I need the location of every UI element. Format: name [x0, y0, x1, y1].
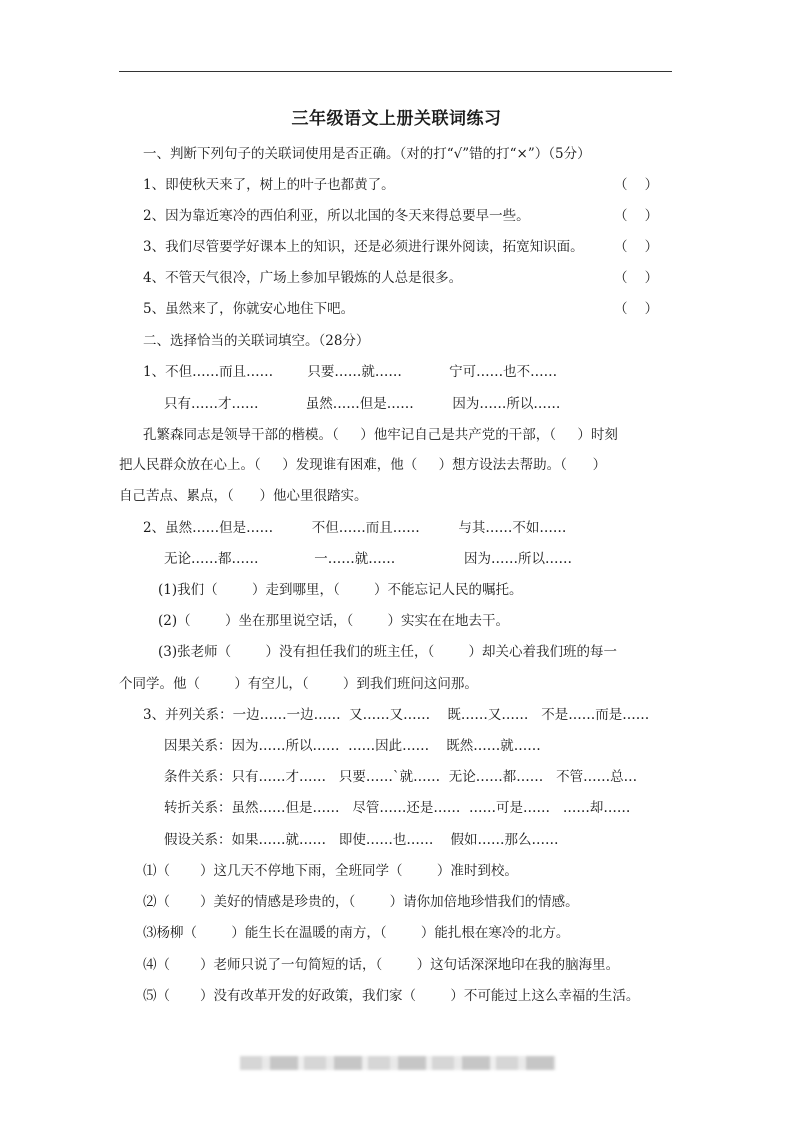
page-title: 三年级语文上册关联词练习 [291, 109, 502, 129]
part1-answer-1: （ ） [614, 177, 659, 193]
q3-sentence-1: ⑴（ ）这几天不停地下雨，全班同学（ ）准时到校。 [143, 863, 518, 879]
q3-relation-hypothesis: 假设关系：如果……就…… 即使……也…… 假如……那么…… [164, 832, 559, 848]
footer-watermark-blurred [240, 1056, 556, 1070]
header-rule [119, 71, 672, 72]
q3-sentence-2: ⑵（ ）美好的情感是珍贵的，（ ）请你加倍地珍惜我们的情感。 [143, 894, 579, 910]
part1-item-5: 5、虽然来了，你就安心地住下吧。 [143, 301, 355, 317]
q2-sentence-2: (2)（ ）坐在那里说空话，（ ）实实在在地去干。 [158, 613, 510, 629]
part1-answer-5: （ ） [614, 301, 659, 317]
q2-options-row2: 无论……都…… 一……就…… 因为……所以…… [164, 551, 572, 567]
part1-answer-2: （ ） [614, 208, 659, 224]
part2-heading: 二、选择恰当的关联词填空。（28分） [143, 333, 370, 349]
part1-item-3: 3、我们尽管要学好课本上的知识，还是必须进行课外阅读，拓宽知识面。 [143, 239, 584, 255]
q2-options-row1: 2、虽然……但是…… 不但……而且…… 与其……不如…… [143, 520, 567, 536]
q2-sentence-1: (1)我们（ ）走到哪里，（ ）不能忘记人民的嘱托。 [158, 582, 523, 598]
q1-options-row1: 1、不但……而且…… 只要……就…… 宁可……也不…… [143, 364, 558, 380]
part1-item-4: 4、不管天气很冷，广场上参加早锻炼的人总是很多。 [143, 270, 463, 286]
part1-answer-4: （ ） [614, 270, 659, 286]
q3-relation-contrast: 转折关系：虽然……但是…… 尽管……还是…… ……可是…… ……却…… [164, 800, 631, 816]
part1-item-1: 1、即使秋天来了，树上的叶子也都黄了。 [143, 177, 395, 193]
q3-sentence-5: ⑸（ ）没有改革开发的好政策，我们家（ ）不可能过上这么幸福的生活。 [143, 988, 640, 1004]
q3-sentence-3: ⑶杨柳（ ）能生长在温暖的南方，（ ）能扎根在寒冷的北方。 [143, 925, 570, 941]
q2-sentence-3a: (3)张老师（ ）没有担任我们的班主任，（ ）却关心着我们班的每一 [158, 644, 618, 660]
q3-relation-parallel: 3、并列关系：一边……一边…… 又……又…… 既……又…… 不是……而是…… [143, 707, 650, 723]
part1-heading: 一、判断下列句子的关联词使用是否正确。（对的打“√”错的打“×”）（5分） [143, 146, 591, 162]
q1-paragraph-line1: 孔繁森同志是领导干部的楷模。（ ）他牢记自己是共产党的干部，（ ）时刻 [143, 427, 618, 443]
q2-sentence-3b: 个同学。他（ ）有空儿，（ ）到我们班问这问那。 [119, 676, 478, 692]
q3-relation-condition: 条件关系：只有……才…… 只要……`就…… 无论……都…… 不管……总… [164, 769, 638, 785]
part1-answer-3: （ ） [614, 239, 659, 255]
part1-item-2: 2、因为靠近寒冷的西伯利亚，所以北国的冬天来得总要早一些。 [143, 208, 530, 224]
q1-paragraph-line3: 自己苦点、累点，（ ）他心里很踏实。 [119, 488, 368, 504]
q3-relation-causal: 因果关系：因为……所以…… ……因此…… 既然……就…… [164, 738, 541, 754]
q1-options-row2: 只有……才…… 虽然……但是…… 因为……所以…… [164, 396, 561, 412]
q1-paragraph-line2: 把人民群众放在心上。（ ）发现谁有困难，他（ ）想方设法去帮助。（ ） [119, 457, 607, 473]
q3-sentence-4: ⑷（ ）老师只说了一句简短的话，（ ）这句话深深地印在我的脑海里。 [143, 957, 620, 973]
